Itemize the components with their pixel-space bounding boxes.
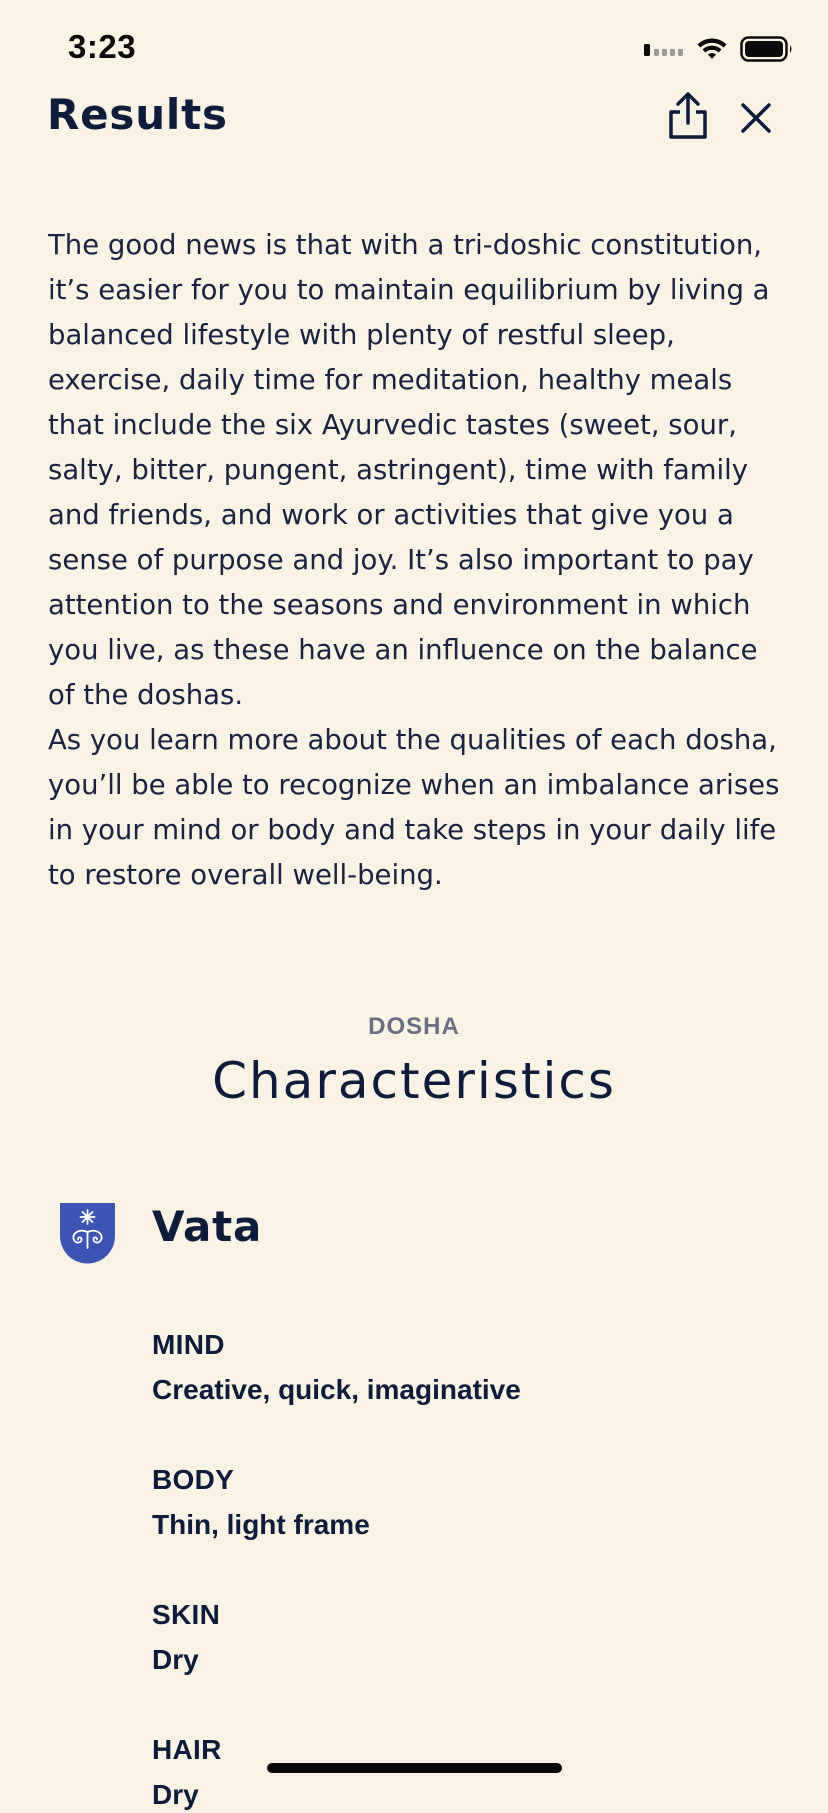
status-time: 3:23 [68,28,137,65]
trait-value: Dry [152,1644,199,1675]
home-indicator[interactable] [267,1763,562,1773]
trait-value: Creative, quick, imaginative [152,1374,521,1405]
dosha-name: Vata [152,1202,263,1251]
vata-emblem-icon [59,1202,116,1264]
close-button[interactable] [728,92,784,148]
trait-value: Thin, light frame [152,1509,370,1540]
cellular-signal-icon [644,42,684,61]
intro-paragraph: The good news is that with a tri-doshic constitution, it’s easier for you to maintain equilibrium by living a balanced lifestyle with plenty of restful sleep, exercise, daily time for meditation, healthy meals that include the six Ayurvedic tastes (sweet, sour, salty, bitter, pungent, astringent), time with family and friends, and work or activities that give you a sense of purpose and joy. It’s also important to pay attention to the seasons and environment in which you live, as these have an influence on the balance of the doshas. [48,229,770,711]
trait-mind [152,1327,521,1408]
trait-skin [152,1597,220,1678]
share-button[interactable] [660,90,716,146]
balance-paragraph: As you learn more about the qualities of each dosha, you’ll be able to recognize when an imbalance arises in your mind or body and take steps in your daily life to restore overall well-being. [48,724,780,891]
trait-label: SKIN [152,1599,221,1630]
trait-label: MIND [152,1329,225,1360]
trait-body [152,1462,370,1543]
page-title: Results [47,90,228,139]
trait-label: HAIR [152,1734,222,1765]
trait-label: BODY [152,1464,235,1495]
share-icon [666,91,710,146]
wifi-icon [696,37,728,66]
trait-value: Dry [152,1779,199,1810]
close-icon [739,101,773,140]
battery-icon [740,36,794,67]
section-heading: Characteristics [212,1052,616,1110]
section-eyebrow: DOSHA [368,1013,460,1040]
trait-hair [152,1732,222,1813]
header [0,80,828,170]
status-icons [644,36,794,67]
